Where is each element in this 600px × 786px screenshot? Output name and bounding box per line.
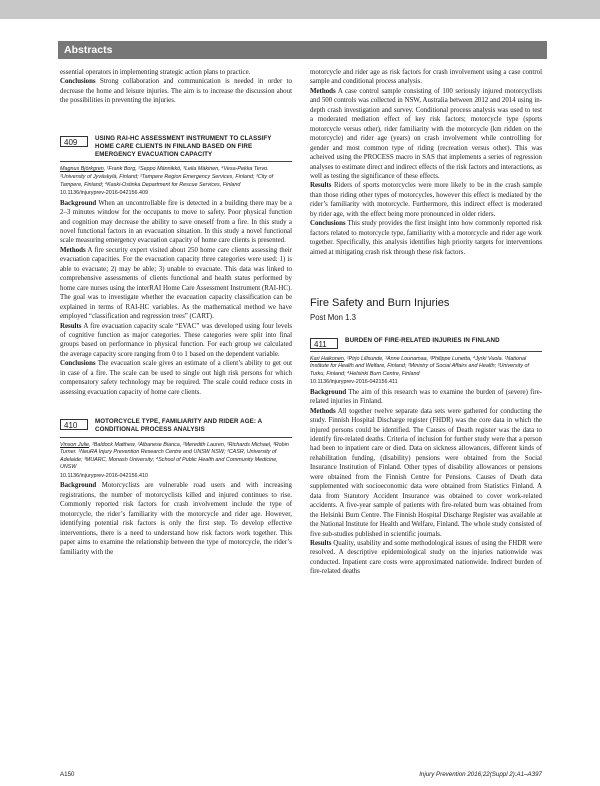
- abstract-411-header: [310, 337, 542, 349]
- abstract-doi: 10.1136/injuryprev-2016-042156.410: [60, 472, 149, 479]
- abstract-authors: Kari Haikonen, ¹Pirjo Lillsunde, ²Anne Lounamaa, ³Philippe Lunetta, ⁴Jyrki Vuola. ¹National Institute for Health and Welfare, Finland; ²Ministry of Social Affairs and Health; ³University of Turku, Finland; ⁴Helsinki Burn Centre, Finland: [310, 355, 530, 377]
- section-title: Fire Safety and Burn Injuries: [310, 297, 450, 310]
- abstract-methods: Methods A fire security expert visited about 250 home care clients assessing their evacuation capacities. For the evacuation capacity three categories were used: 1) is able to evacuate; 2) may be able; 3) unable to evacuate. This data was linked to comprehensive assessments of clients functional and health status performed by home care nurses using the interRAI Home Care Assessment Instrument (RAI-HC). The goal was to investigate whether the evacuation capacity classification can be explained in terms of RAI-HC variables. As the mathematical method we have employed “classification and regression trees” (CART).: [60, 246, 292, 321]
- divider: [60, 437, 292, 438]
- abstract-background: Background The aim of this research was to examine the burden of (severe) fire-related injuries in Finland.: [310, 388, 542, 406]
- continuation-methods: Methods A case control sample consisting of 100 seriously injured motorcyclists and 500 controls was collected in NSW, Australia between 2012 and 2014 using in-depth crash investigation and survey. Conditional process analysis was used to test a moderated mediation effect of key risk factors; motorcycle type (sports motorcycle versus other), rider familiarity with the motorcycle (km ridden on the motorcycle) and rider age (years) on crash involvement while controlling for gender and most common type of riding (recreation versus other). This was acheived using the PROCESS macro in SAS that implements a series of regression analyses to estimate direct and indirect effects of the risk factors and interactions, as well as testing the significance of these effects.: [310, 87, 542, 180]
- section-banner: Abstracts: [58, 41, 547, 59]
- abstract-number: 410: [60, 419, 88, 430]
- abstract-authors: Magnus Björkgren, ¹Frank Borg, ²Seppo Männikkö, ³Leila Mäkinen, ⁴Vesa-Pekka Tervo. ¹University of Jyväskylä, Finland; ²Tampere Region Emergency Services, Finland; ³City of Tampere, Finland; ⁴Kaski-Ostinka Department for Rescue Services, Finland: [60, 166, 274, 188]
- continuation-paragraph: essential operators in implementing strategic action plans to practice.: [60, 69, 251, 76]
- abstract-conclusions: Conclusions The evacuation scale gives an estimate of a client’s ability to get out in case of a fire. The scale can be used to single out high risk persons for which compensatory safety technology may be required. The scale could reduce costs in assessing evacuation capacity of home care clients.: [60, 360, 292, 396]
- abstract-title: USING RAI-HC ASSESSMENT INSTRUMENT TO CLASSIFY HOME CARE CLIENTS IN FINLAND BASED ON FIRE EMERGENCY EVACUATION CAPACITY: [95, 134, 272, 159]
- top-bar: [0, 0, 600, 19]
- abstract-doi: 10.1136/injuryprev-2016-042156.409: [60, 190, 149, 197]
- abstract-title: MOTORCYCLE TYPE, FAMILIARITY AND RIDER AGE: A CONDITIONAL PROCESS ANALYSIS: [95, 418, 262, 434]
- abstract-409-header: [60, 135, 292, 160]
- abstract-results: Results A fire evacuation capacity scale “EVAC” was developed using four levels of cognitive function as major categories. These categories were split into final groups based on performance in physical function. For each group we calculated the average capacity score ranging from 0 to 1 based on the dependent variable.: [60, 322, 292, 358]
- abstract-number: 411: [310, 338, 338, 349]
- continuation-conclusions: Conclusions This study provides the first insight into how commonly reported risk factors related to motorcycle type, familiarity with a motorcycle and rider age work together. Specifically, this analysis identifies high priority targets for interventions aimed at mitigating crash risk through these risk factors.: [310, 220, 542, 256]
- abstract-methods: Methods All together twelve separate data sets were gathered for conducting the study. Finnish Hospital Discharge register (FHDR) was the core data in which the injured persons could be identified. The Causes of Death register was the data to identify fire-related deaths. Criteria of inclusion for further study were that a person had been to inpatient care or died. Data on sickness allowances, different kinds of rehabilitation funding, (disability) pensions were obtained from the Social Insurance Institution of Finland. Other types of disability allowances or pensions were obtained from the Finnish Centre for Pensions. Causes of Death data supplemented with socioeconomic data were obtained from Statistics Finland. A data from Statutory Accident Insurance was obtained to cover work-related accidents. A five-year sample of patients with fire-related burn was obtained from the Helsinki Burn Centre. The Finnish Hospital Discharge Register was available at the National Institute for Health and Welfare, Finland. The whole study consisted of five sub-studies published in scientific journals.: [310, 407, 542, 538]
- abstract-authors: Vinson Julie, ¹Baldock Matthew, ²Albanese Bianca, ²Meredith Lauren, ²Richards Michael, ³Robin Turner. ¹NeuRA Injury Prevention Research Centre and UNSW NSW; ²CASR, University of Adelaide; ³MUARC, Monash University; ⁴School of Public Health and Community Medicine, UNSW: [60, 441, 289, 471]
- page-number: A150: [60, 771, 75, 778]
- left-column: [60, 68, 292, 557]
- abstract-results: Results Quality, usability and some methodological issues of using the FHDR were resolved. A descriptive epidemiological study on the injuries nationwide was conducted. Inpatient care costs were approximated nationwide. Indirect burden of fire-related deaths: [310, 540, 542, 576]
- journal-citation: Injury Prevention 2016;22(Suppl 2):A1–A397: [419, 771, 542, 778]
- continuation-conclusions: Conclusions Strong collaboration and communication is needed in order to decrease the home and leisure injuries. The aim is to increase the discussion about the possibilities in preventing the injuries.: [60, 78, 292, 105]
- abstract-number: 409: [60, 136, 88, 147]
- divider: [60, 161, 292, 162]
- abstract-410-header: [60, 418, 292, 434]
- right-column: [310, 68, 542, 577]
- continuation-paragraph: motorcycle and rider age as risk factors for crash involvement using a case control sample and conditional process analysis.: [310, 69, 542, 86]
- abstract-background: Background Motorcyclists are vulnerable road users and with increasing registrations, the number of motorcyclists killed and injured continues to rise. Commonly reported risk factors for crash involvement include the type of motorcycle, the rider’s familiarity with the motorcycle and rider age. However, identifying potential risk factors is only the first step. To develop effective interventions, there is a need to understand how risk factors work together. This paper aims to examine the relationship between the type of motorcycle, the rider’s familiarity with the: [60, 482, 292, 556]
- abstract-background: Background When an uncontrollable fire is detected in a building there may be a 2–3 minutes window for the occupants to move to safety. Poor physical function and cognition may decrease the ability to save oneself from a fire. In this study a novel functional factors in an evacuation situation. In this study a novel functional scale measuring emergency evacuation capacity of home care clients is presented.: [60, 199, 292, 245]
- section-subtitle: Post Mon 1.3: [310, 313, 356, 323]
- abstract-doi: 10.1136/injuryprev-2016-042156.411: [310, 379, 398, 386]
- continuation-results: Results Riders of sports motorcycles were more likely to be in the crash sample than those riding other types of motorcycles, however this effect is mediated by the rider’s familiarity with motorcycle. Furthermore, this indirect effect is moderated by rider age, with the effect being more pronounced in older riders.: [310, 182, 542, 218]
- abstract-title: BURDEN OF FIRE-RELATED INJURIES IN FINLAND: [345, 336, 500, 344]
- divider: [310, 351, 542, 352]
